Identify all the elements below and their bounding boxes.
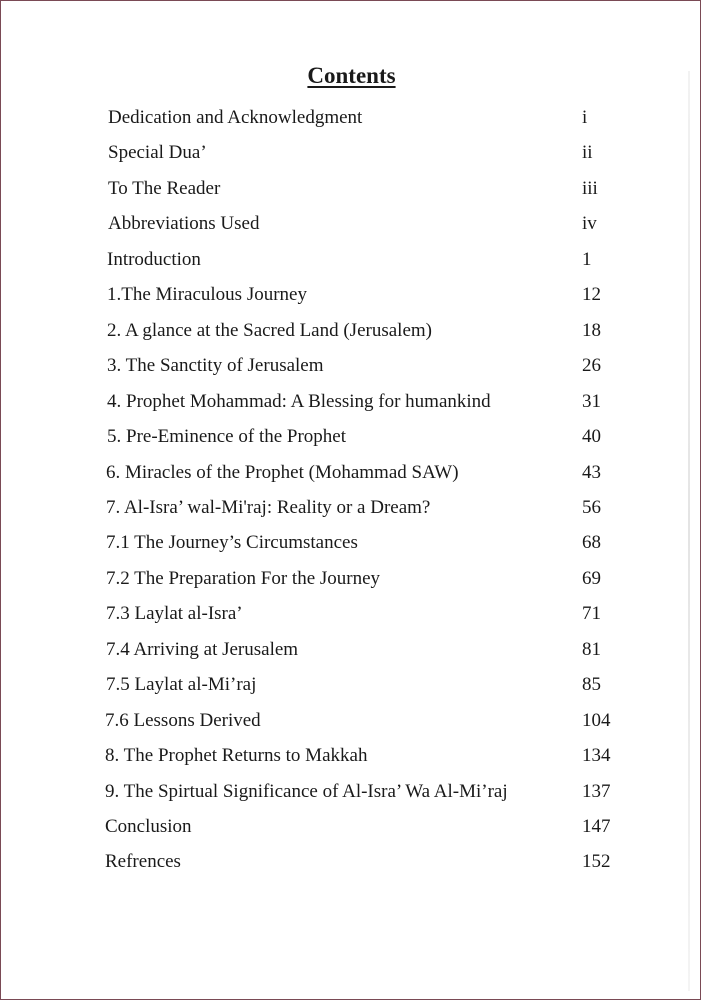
toc-entry-title: 1.The Miraculous Journey [107,284,307,305]
toc-entry-page-number: ii [582,142,593,163]
toc-entry-title: 2. A glance at the Sacred Land (Jerusalem) [107,320,432,341]
toc-entry-page-number: 26 [582,355,601,376]
toc-entry [1,637,701,663]
toc-entry-page-number: 40 [582,426,601,447]
toc-entry [1,424,701,450]
toc-entry-page-number: 43 [582,462,601,483]
toc-entry-page-number: 31 [582,391,601,412]
toc-entry-page-number: 69 [582,568,601,589]
toc-entry-page-number: i [582,107,588,128]
toc-entry [1,566,701,592]
toc-entry-title: Introduction [107,249,201,270]
toc-entry [1,814,701,840]
toc-entry-title: Refrences [105,851,181,872]
toc-entry-title: Conclusion [105,816,192,837]
toc-entry-title: 7.4 Arriving at Jerusalem [106,639,299,660]
toc-entry [1,530,701,556]
toc-entry [1,460,701,486]
toc-entry [1,282,701,308]
toc-entry [1,708,701,734]
toc-entry [1,140,701,166]
toc-entry-title: 6. Miracles of the Prophet (Mohammad SAW) [106,462,459,483]
toc-entry-title: 7.2 The Preparation For the Journey [106,568,381,589]
toc-entry [1,389,701,415]
table-of-contents [1,1,701,1001]
toc-entry-page-number: 18 [582,320,601,341]
toc-entry-page-number: 71 [582,603,601,624]
toc-entry-title: 7.3 Laylat al-Isra’ [106,603,243,624]
toc-entry-title: Special Dua’ [108,142,207,163]
toc-entry [1,495,701,521]
toc-entry [1,353,701,379]
toc-entry-title: 9. The Spirtual Significance of Al-Isra’ Wa Al-Mi’raj [105,781,508,802]
toc-entry [1,849,701,875]
toc-entry [1,247,701,273]
toc-entry-title: 5. Pre-Eminence of the Prophet [107,426,347,447]
toc-entry [1,211,701,237]
toc-entry-title: To The Reader [108,178,221,199]
toc-entry-title: 7. Al-Isra’ wal-Mi'raj: Reality or a Dream? [106,497,431,518]
toc-entry [1,779,701,805]
toc-entry-title: 4. Prophet Mohammad: A Blessing for humankind [107,391,491,412]
toc-entry-title: 7.1 The Journey’s Circumstances [106,532,358,553]
toc-entry-title: 3. The Sanctity of Jerusalem [107,355,324,376]
toc-entry-page-number: 1 [582,249,592,270]
toc-entry-page-number: 152 [582,851,611,872]
toc-entry-page-number: iii [582,178,598,199]
toc-entry-title: 7.5 Laylat al-Mi’raj [106,674,257,695]
toc-entry-title: Abbreviations Used [108,213,260,234]
toc-entry-page-number: 137 [582,781,611,802]
toc-entry-page-number: 56 [582,497,601,518]
toc-entry-page-number: 68 [582,532,601,553]
toc-entry [1,601,701,627]
toc-entry-page-number: 85 [582,674,601,695]
toc-entry-page-number: 104 [582,710,611,731]
toc-entry-page-number: 134 [582,745,611,766]
toc-entry-page-number: 81 [582,639,601,660]
toc-entry [1,105,701,131]
toc-entry [1,672,701,698]
page-title: Contents [307,63,396,88]
toc-entry [1,318,701,344]
toc-entry [1,743,701,769]
toc-entry-title: 8. The Prophet Returns to Makkah [105,745,368,766]
toc-entry-title: Dedication and Acknowledgment [108,107,363,128]
toc-entry-page-number: iv [582,213,597,234]
toc-entry-page-number: 12 [582,284,601,305]
toc-entry [1,176,701,202]
toc-entry-title: 7.6 Lessons Derived [105,710,261,731]
toc-entry-page-number: 147 [582,816,611,837]
